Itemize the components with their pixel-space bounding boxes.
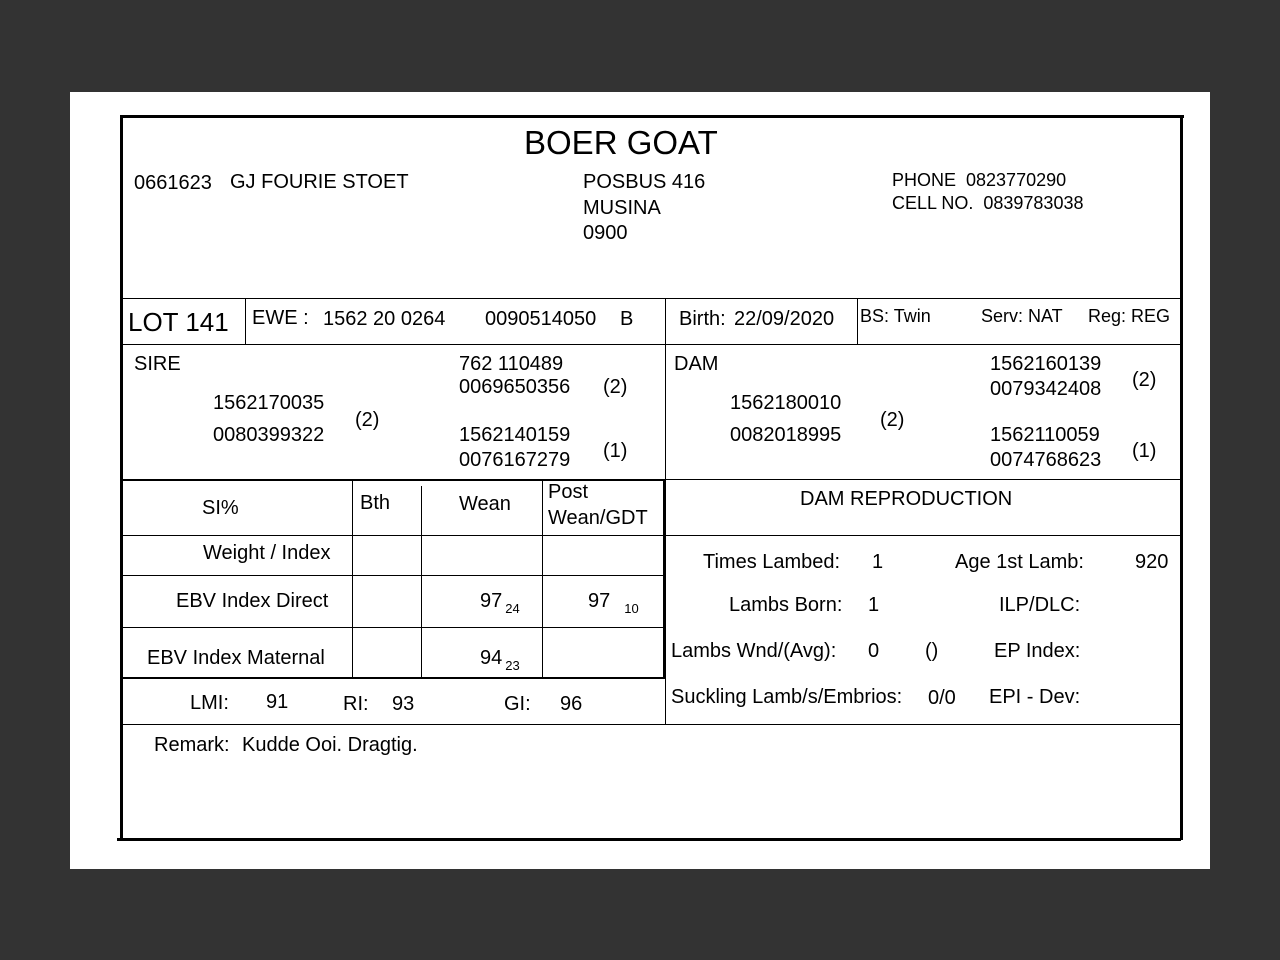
age-first-lamb-value: 920 bbox=[1135, 551, 1169, 573]
suckling-label: Suckling Lamb/s/Embrios: bbox=[671, 686, 903, 708]
dam-father-id: 1562160139 bbox=[990, 353, 1102, 375]
times-lambed-value: 1 bbox=[872, 551, 884, 573]
sire-reg: 0080399322 bbox=[213, 424, 325, 446]
breeder-address-line-1: POSBUS 416 bbox=[583, 171, 706, 193]
breeder-phone: PHONE 0823770290 bbox=[892, 170, 1067, 190]
border-top bbox=[120, 115, 1184, 118]
perf-header-wean: Wean bbox=[459, 493, 511, 515]
breeder-name: GJ FOURIE STOET bbox=[230, 171, 409, 193]
rule-v-perf-wean bbox=[542, 481, 543, 677]
lambs-born-value: 1 bbox=[868, 594, 880, 616]
perf-maternal-label: EBV Index Maternal bbox=[147, 647, 325, 669]
ilp-dlc-label: ILP/DLC: bbox=[999, 594, 1081, 616]
card-title: BOER GOAT bbox=[524, 124, 718, 161]
dam-father-grade: (2) bbox=[1132, 369, 1157, 391]
lot-number: LOT 141 bbox=[128, 307, 229, 337]
perf-header-post-line-1: Post bbox=[548, 481, 589, 503]
ep-index-label: EP Index: bbox=[994, 640, 1081, 662]
perf-direct-post bbox=[588, 591, 639, 615]
gi-label: GI: bbox=[504, 693, 531, 715]
registration-type: Reg: REG bbox=[1088, 306, 1171, 326]
rule-h-perf-4 bbox=[123, 677, 665, 679]
ewe-id: 1562 20 0264 bbox=[323, 308, 446, 330]
sire-father-reg: 0069650356 bbox=[459, 376, 571, 398]
perf-direct-wean-value: 97 bbox=[480, 590, 503, 612]
sire-mother-grade: (1) bbox=[603, 440, 628, 462]
birth-date: 22/09/2020 bbox=[734, 308, 835, 330]
border-right bbox=[1180, 115, 1183, 840]
lambs-weaned-value: 0 bbox=[868, 640, 880, 662]
dam-grade: (2) bbox=[880, 409, 905, 431]
ri-value: 93 bbox=[392, 693, 415, 715]
lmi-label: LMI: bbox=[190, 692, 229, 714]
epi-dev-label: EPI - Dev: bbox=[989, 686, 1081, 708]
dam-father-reg: 0079342408 bbox=[990, 378, 1102, 400]
rule-h-remark bbox=[123, 724, 1180, 725]
perf-direct-wean bbox=[480, 591, 520, 615]
ri-label: RI: bbox=[343, 693, 369, 715]
perf-direct-label: EBV Index Direct bbox=[176, 590, 329, 612]
rule-v-perf-bth bbox=[421, 486, 422, 677]
rule-h-perf-2 bbox=[123, 575, 665, 576]
sire-id: 1562170035 bbox=[213, 392, 325, 414]
ewe-reg-no: 0090514050 bbox=[485, 308, 597, 330]
border-left bbox=[120, 115, 123, 840]
rule-h-perf-1 bbox=[123, 535, 665, 536]
dam-mother-id: 1562110059 bbox=[990, 424, 1100, 446]
times-lambed-label: Times Lambed: bbox=[703, 551, 841, 573]
perf-weight-label: Weight / Index bbox=[203, 542, 331, 564]
rule-v-perf-center-bold bbox=[663, 481, 665, 678]
perf-maternal-wean-value: 94 bbox=[480, 647, 503, 669]
sire-father-grade: (2) bbox=[603, 376, 628, 398]
perf-maternal-wean-sub: 23 bbox=[505, 658, 520, 673]
remark-text: Kudde Ooi. Dragtig. bbox=[242, 734, 418, 756]
breeder-cell: CELL NO. 0839783038 bbox=[892, 193, 1084, 213]
remark-label: Remark: bbox=[154, 734, 230, 756]
sire-father-id: 762 110489 bbox=[459, 353, 564, 375]
ewe-grade: B bbox=[620, 308, 634, 330]
suckling-value: 0/0 bbox=[928, 687, 956, 709]
dam-reg: 0082018995 bbox=[730, 424, 842, 446]
rule-v-perf-label bbox=[352, 481, 353, 677]
rule-h-header bbox=[123, 298, 1180, 299]
sire-label: SIRE bbox=[134, 353, 181, 375]
lambs-weaned-avg: () bbox=[925, 640, 939, 662]
lambs-weaned-label: Lambs Wnd/(Avg): bbox=[671, 640, 837, 662]
service-type: Serv: NAT bbox=[981, 306, 1063, 326]
lambs-born-label: Lambs Born: bbox=[729, 594, 843, 616]
sire-grade: (2) bbox=[355, 409, 380, 431]
gi-value: 96 bbox=[560, 693, 583, 715]
age-first-lamb-label: Age 1st Lamb: bbox=[955, 551, 1084, 573]
rule-h-repro-title bbox=[665, 535, 1180, 536]
rule-h-lot bbox=[123, 344, 1180, 345]
birth-status: BS: Twin bbox=[860, 306, 931, 326]
rule-v-birth bbox=[857, 298, 858, 344]
breeder-address-line-2: MUSINA bbox=[583, 197, 661, 219]
perf-direct-post-value: 97 bbox=[588, 590, 611, 612]
perf-header-bth: Bth bbox=[360, 492, 391, 514]
border-bottom bbox=[117, 838, 1181, 841]
perf-direct-wean-sub: 24 bbox=[505, 601, 520, 616]
birth-label: Birth: bbox=[679, 308, 726, 330]
dam-mother-grade: (1) bbox=[1132, 440, 1157, 462]
sire-mother-reg: 0076167279 bbox=[459, 449, 571, 471]
ewe-label: EWE : bbox=[252, 307, 309, 329]
perf-direct-post-sub: 10 bbox=[624, 601, 639, 616]
rule-h-pedigree-right bbox=[665, 479, 1180, 480]
breeder-code: 0661623 bbox=[134, 172, 212, 194]
sire-mother-id: 1562140159 bbox=[459, 424, 571, 446]
perf-header-si: SI% bbox=[202, 497, 239, 519]
rule-v-center bbox=[665, 298, 666, 724]
lmi-value: 91 bbox=[266, 691, 289, 713]
repro-title: DAM REPRODUCTION bbox=[800, 488, 1013, 510]
rule-v-lot bbox=[245, 298, 246, 344]
dam-mother-reg: 0074768623 bbox=[990, 449, 1102, 471]
perf-maternal-wean bbox=[480, 648, 520, 672]
dam-id: 1562180010 bbox=[730, 392, 842, 414]
perf-header-post-line-2: Wean/GDT bbox=[548, 507, 648, 529]
dam-label: DAM bbox=[674, 353, 719, 375]
breeder-address-line-3: 0900 bbox=[583, 222, 628, 244]
rule-h-perf-3 bbox=[123, 627, 665, 628]
